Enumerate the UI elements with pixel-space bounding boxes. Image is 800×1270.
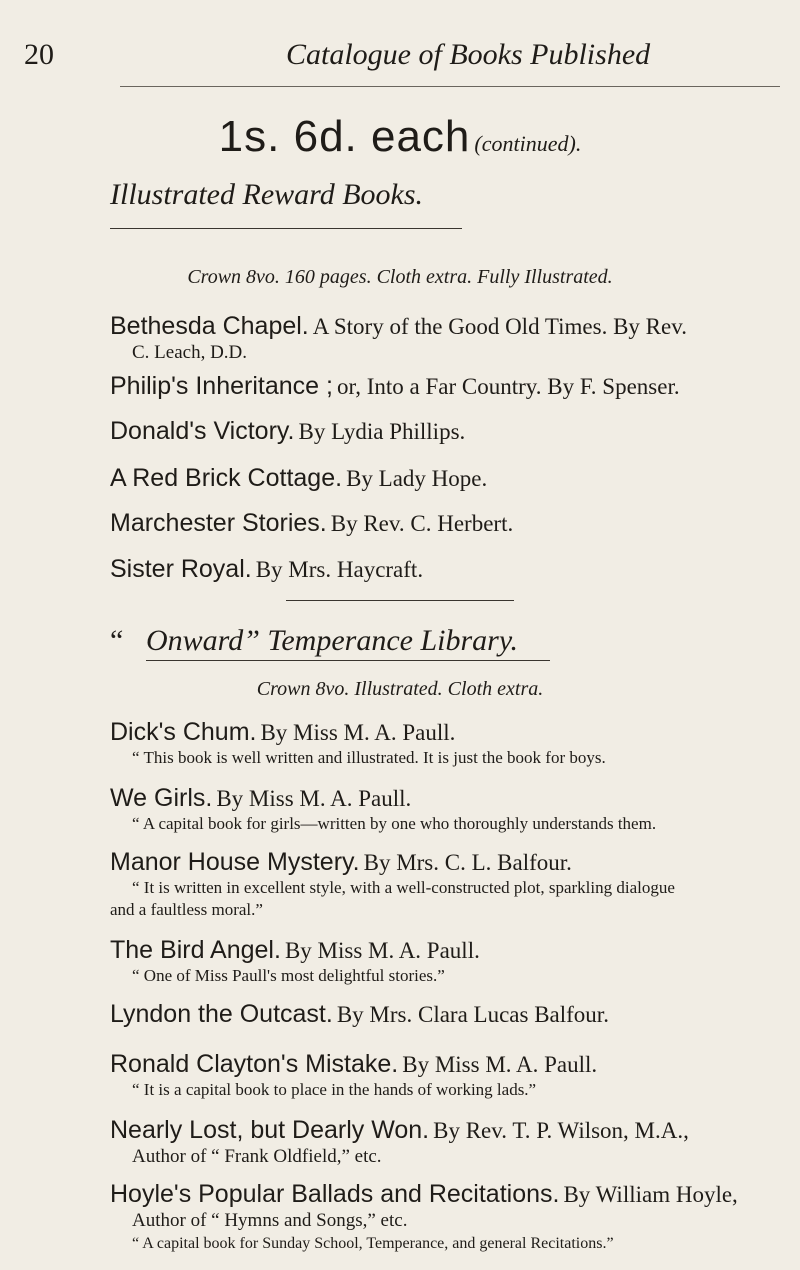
- section-title-reward-books: Illustrated Reward Books.: [110, 178, 424, 211]
- book-title: Donald's Victory.: [110, 417, 295, 445]
- book-review-quote: “ It is a capital book to place in the hands of working lads.”: [132, 1080, 537, 1099]
- book-byline: By William Hoyle,: [563, 1182, 738, 1207]
- book-byline: By Miss M. A. Paull.: [284, 938, 480, 963]
- book-title: Bethesda Chapel.: [110, 312, 309, 340]
- book-byline: By Rev. T. P. Wilson, M.A.,: [433, 1118, 689, 1143]
- section-title-temperance-library: Onward” Temperance Library.: [146, 624, 518, 657]
- list-item: [110, 372, 790, 401]
- section-spec: Crown 8vo. Illustrated. Cloth extra.: [256, 678, 544, 700]
- book-title: The Bird Angel.: [110, 936, 281, 964]
- book-review-quote-continuation: and a faultless moral.”: [110, 900, 263, 919]
- header-rule: [120, 86, 780, 87]
- price-heading: [0, 112, 800, 162]
- running-head: Catalogue of Books Published: [286, 38, 651, 71]
- book-title: Lyndon the Outcast.: [110, 1000, 333, 1028]
- book-review-quote: “ One of Miss Paull's most delightful stories.”: [132, 966, 445, 985]
- book-review-quote: “ This book is well written and illustrated. It is just the book for boys.: [132, 748, 606, 767]
- book-title: Nearly Lost, but Dearly Won.: [110, 1116, 430, 1144]
- book-title: We Girls.: [110, 784, 213, 812]
- book-title: Hoyle's Popular Ballads and Recitations.: [110, 1180, 560, 1208]
- book-title: Ronald Clayton's Mistake.: [110, 1050, 399, 1078]
- section-title-underline: [110, 228, 462, 229]
- book-byline: By Mrs. Haycraft.: [255, 557, 424, 582]
- book-title: Marchester Stories.: [110, 509, 327, 537]
- book-byline: By Miss M. A. Paull.: [260, 720, 456, 745]
- book-review-quote: “ A capital book for girls—written by one who thoroughly understands them.: [132, 814, 657, 833]
- book-byline: By Mrs. C. L. Balfour.: [363, 850, 572, 875]
- list-item: [110, 936, 790, 987]
- list-item: [110, 848, 790, 921]
- book-title: Sister Royal.: [110, 555, 252, 583]
- list-item: [110, 1180, 790, 1255]
- list-item: [110, 464, 790, 493]
- list-item: [110, 1000, 790, 1029]
- price-heading-note: (continued).: [474, 131, 582, 156]
- book-title: Philip's Inheritance ;: [110, 372, 333, 400]
- section-divider: [286, 600, 514, 601]
- book-byline-continuation: C. Leach, D.D.: [132, 342, 248, 363]
- list-item: [110, 509, 790, 538]
- book-byline: By Rev. C. Herbert.: [330, 511, 514, 536]
- price-heading-main: 1s. 6d. each: [218, 112, 471, 161]
- book-review-quote: “ A capital book for Sunday School, Temperance, and general Recitations.”: [132, 1235, 614, 1252]
- book-byline: By Mrs. Clara Lucas Balfour.: [336, 1002, 609, 1027]
- page-number: 20: [24, 38, 54, 71]
- book-byline: By Lady Hope.: [346, 466, 488, 491]
- book-byline: A Story of the Good Old Times. By Rev.: [312, 314, 687, 339]
- list-item: [110, 784, 790, 835]
- section-title-open-quote: “: [110, 624, 124, 657]
- page-header: [24, 38, 776, 78]
- book-review-quote: “ It is written in excellent style, with a well-constructed plot, sparkling dialogue: [132, 878, 675, 897]
- book-byline: By Miss M. A. Paull.: [216, 786, 412, 811]
- book-byline-continuation: Author of “ Frank Oldfield,” etc.: [132, 1146, 382, 1167]
- list-item: [110, 555, 790, 584]
- list-item: [110, 1116, 790, 1169]
- book-title: Manor House Mystery.: [110, 848, 360, 876]
- book-byline: or, Into a Far Country. By F. Spenser.: [336, 374, 680, 399]
- book-title: A Red Brick Cottage.: [110, 464, 343, 492]
- list-item: [110, 1050, 790, 1101]
- book-byline: By Lydia Phillips.: [298, 419, 466, 444]
- book-title: Dick's Chum.: [110, 718, 257, 746]
- list-item: [110, 718, 790, 769]
- section-spec: Crown 8vo. 160 pages. Cloth extra. Fully Illustrated.: [187, 266, 613, 288]
- list-item: [110, 312, 790, 365]
- book-byline-continuation: Author of “ Hymns and Songs,” etc.: [132, 1210, 408, 1231]
- book-byline: By Miss M. A. Paull.: [402, 1052, 598, 1077]
- list-item: [110, 417, 790, 446]
- section-title-underline: [146, 660, 550, 661]
